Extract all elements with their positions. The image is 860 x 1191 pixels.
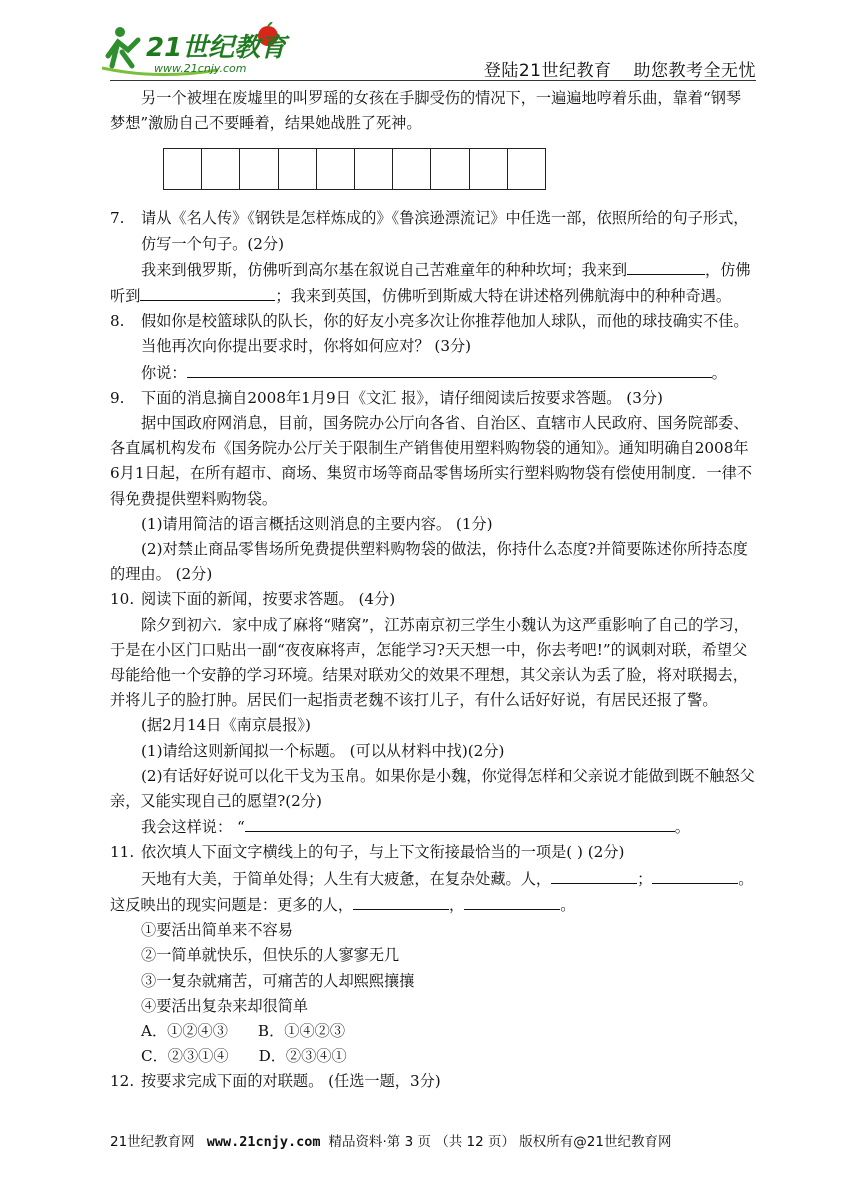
header-divider: [110, 80, 756, 81]
question-text: 下面的消息摘自2008年1月9日《文汇 报》，请仔细阅读后按要求答题。 (3分): [141, 388, 663, 407]
page-footer: [110, 1130, 671, 1150]
answer-blank[interactable]: [464, 892, 560, 910]
q9-passage: 据中国政府网消息，目前，国务院办公厅向各省、自治区、直辖市人民政府、国务院部委、各直属机构发布《国务院办公厅关于限制生产销售使用塑料购物袋的通知》。通知明确自2008年6月1日起，在所有超市、商场、集贸市场等商品零售场所实行塑料购物袋有偿使用制度．一律不得免费提供塑料购物袋。: [110, 414, 753, 508]
q11-option-3: ③一复杂就痛苦，可痛苦的人却熙熙攘攘: [141, 971, 415, 990]
answer-label: 我会这样说： “: [141, 818, 245, 837]
q11-choices-cd: [110, 1044, 756, 1069]
question-number: 11.: [110, 843, 135, 862]
grid-cell[interactable]: [317, 149, 355, 189]
q11-line2-sep: ，: [449, 895, 465, 914]
answer-blank[interactable]: [652, 866, 738, 884]
grid-cell[interactable]: [355, 149, 393, 189]
q7-s1-end: ，: [705, 260, 721, 279]
q11-option-2: ②一简单就快乐，但快乐的人寥寥无几: [141, 946, 400, 965]
q11-line1: 天地有大美，于简单处得；人生有大疲惫，在复杂处藏。人，: [141, 869, 552, 888]
site-logo[interactable]: [98, 22, 308, 80]
q7-s2: 仿佛听到: [110, 260, 751, 306]
answer-label: 你说：: [141, 363, 187, 382]
choice-a[interactable]: A．①②④③: [141, 1021, 228, 1040]
q11-passage: [110, 866, 756, 918]
question-text: 依次填人下面文字横线上的句子，与上下文衔接最恰当的一项是( ) (2分): [141, 843, 625, 862]
grid-cell[interactable]: [508, 149, 545, 189]
choice-b[interactable]: B．①④②③: [257, 1021, 346, 1040]
logo-url: www.21cnjy.com: [154, 62, 247, 75]
footer-right: 精品资料·第 3 页 （共 12 页） 版权所有@21世纪教育网: [328, 1134, 672, 1150]
question-9: [110, 386, 756, 411]
question-text: 按要求完成下面的对联题。 (任选一题，3分): [141, 1072, 441, 1091]
exam-content: [110, 86, 756, 1095]
q11-option-1: ①要活出简单来不容易: [141, 921, 293, 940]
grid-cell[interactable]: [279, 149, 317, 189]
grid-cell[interactable]: [470, 149, 508, 189]
grid-cell[interactable]: [393, 149, 431, 189]
answer-end: 。: [711, 363, 727, 382]
answer-blank[interactable]: [187, 360, 712, 378]
question-number: 12.: [110, 1072, 135, 1091]
answer-blank[interactable]: [245, 814, 675, 832]
q7-s3: ；我来到英国，仿佛听到斯威大特在讲述格列佛航海中的种种奇遇。: [275, 287, 731, 306]
q10-sub1: (1)请给这则新闻拟一个标题。 (可以从材料中找)(2分): [141, 741, 505, 760]
choice-d[interactable]: D．②③④①: [258, 1047, 347, 1066]
q10-source: (据2月14日《南京晨报》): [141, 716, 311, 735]
q11-option-4: ④要活出复杂来却很简单: [141, 996, 309, 1015]
answer-blank[interactable]: [140, 283, 275, 301]
question-number: 7.: [110, 209, 125, 228]
question-7: [110, 206, 756, 256]
slogan-left: 登陆21世纪教育: [483, 61, 612, 81]
question-number: 10.: [110, 590, 135, 609]
question-text: 假如你是校篮球队的队长，你的好友小亮多次让你推荐他加人球队，而他的球技确实不佳。当他再次向你提出要求时，你将如何应对？ (3分): [141, 312, 749, 356]
question-8: [110, 309, 756, 359]
logo-text: 21世纪教育: [146, 33, 287, 63]
q11-line1-end: 。: [738, 869, 754, 888]
q11-line2: 这反映出的现实问题是：更多的人，: [110, 895, 353, 914]
question-text: 请从《名人传》《钢铁是怎样炼成的》《鲁滨逊漂流记》中任选一部，依照所给的句子形式，仿写一个句子。(2分): [141, 209, 749, 253]
q8-answer-line: [110, 360, 756, 386]
slogan-right: 助您教考全无忧: [633, 61, 756, 81]
grid-cell[interactable]: [202, 149, 240, 189]
q11-choices-ab: [110, 1019, 756, 1044]
footer-site-link[interactable]: www.21cnjy.com: [206, 1134, 321, 1150]
grid-cell[interactable]: [431, 149, 469, 189]
intro-passage: 另一个被埋在废墟里的叫罗瑶的女孩在手脚受伤的情况下，一遍遍地哼着乐曲，靠着“钢琴梦想”激励自己不要睡着，结果她战胜了死神。: [110, 89, 742, 133]
question-text: 阅读下面的新闻，按要求答题。 (4分): [141, 590, 396, 609]
q11-line2-end: 。: [560, 895, 576, 914]
q7-s1: 我来到俄罗斯，仿佛听到高尔基在叙说自己苦难童年的种种坎坷；我来到: [141, 260, 627, 279]
q10-passage: 除夕到初六．家中成了麻将“赌窝”，江苏南京初三学生小魏认为这严重影响了自己的学习，于是在小区门口贴出一副“夜夜麻将声，怎能学习?天天想一中，你去考吧!”的讽刺对联，希望父母能给他一个安静的学习环境。结果对联劝父的效果不理想，其父亲认为丢了脸，将对联揭去，并将儿子的脸打肿。居民们一起指责老魏不该打儿子，有什么话好好说，有居民还报了警。: [110, 615, 749, 710]
answer-end: 。: [674, 818, 690, 837]
answer-blank[interactable]: [551, 866, 637, 884]
answer-blank[interactable]: [353, 892, 449, 910]
answer-blank[interactable]: [627, 257, 705, 275]
q10-answer-line: [110, 814, 756, 840]
choice-c[interactable]: C．②③①④: [141, 1047, 229, 1066]
answer-grid: [163, 148, 546, 190]
q7-sentence: [110, 257, 756, 309]
grid-cell[interactable]: [240, 149, 278, 189]
header-slogan: [484, 56, 756, 81]
page-header: [0, 0, 860, 84]
question-10: [110, 587, 756, 612]
q9-sub1: (1)请用简洁的语言概括这则消息的主要内容。 (1分): [141, 514, 493, 533]
footer-left: 21世纪教育网: [110, 1134, 195, 1150]
q9-sub2: (2)对禁止商品零售场所免费提供塑料购物袋的做法，你持什么态度?并简要陈述你所持态度的理由。 (2分): [110, 540, 748, 584]
question-number: 9.: [110, 388, 125, 407]
grid-cell[interactable]: [164, 149, 202, 189]
question-12: [110, 1069, 756, 1094]
question-number: 8.: [110, 312, 125, 331]
q11-line1-sep: ；: [637, 869, 653, 888]
q10-sub2: (2)有话好好说可以化干戈为玉帛。如果你是小魏，你觉得怎样和父亲说才能做到既不触怒父亲，又能实现自己的愿望?(2分): [110, 766, 755, 811]
question-11: [110, 840, 756, 865]
